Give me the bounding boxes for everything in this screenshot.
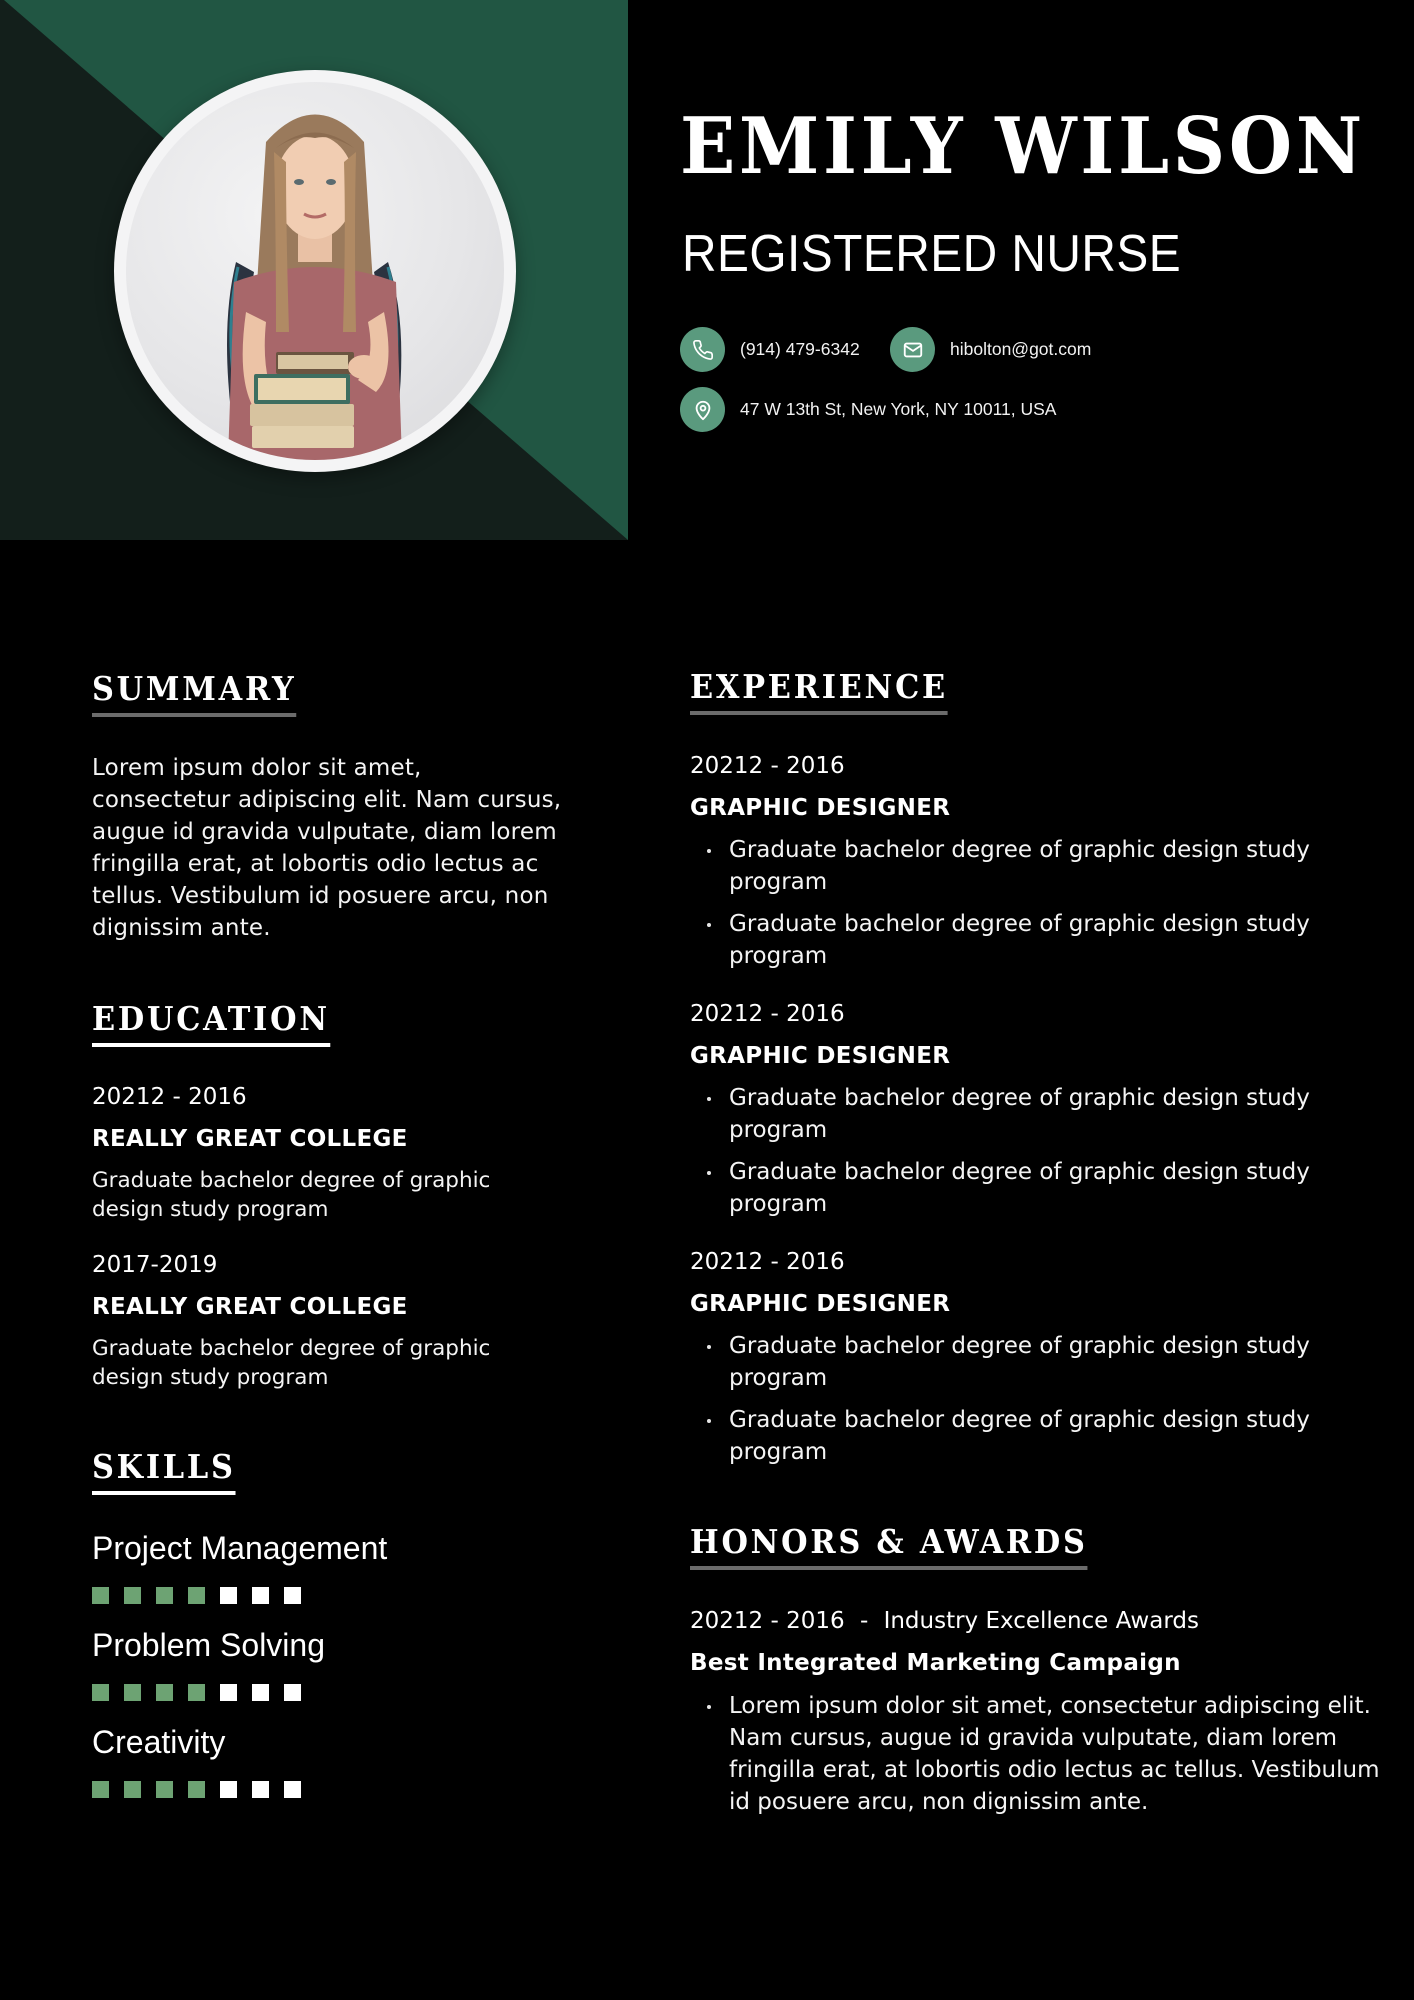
education-description: Graduate bachelor degree of graphic design study program <box>92 1336 491 1390</box>
skill-name: Creativity <box>92 1724 226 1760</box>
skill-level-empty <box>284 1587 301 1604</box>
experience-role: GRAPHIC DESIGNER <box>690 795 951 821</box>
education-school: REALLY GREAT COLLEGE <box>92 1294 408 1320</box>
skill-level-empty <box>220 1781 237 1798</box>
job-title: REGISTERED NURSE <box>682 225 1182 283</box>
experience-bullets <box>690 1082 1330 1230</box>
skill-level-filled <box>156 1684 173 1701</box>
education-description: Graduate bachelor degree of graphic design study program <box>92 1168 491 1222</box>
experience-bullet: Graduate bachelor degree of graphic design study program <box>690 1330 1330 1394</box>
candidate-name: EMILY WILSON <box>680 101 1366 192</box>
education-date: 2017-2019 <box>92 1252 218 1278</box>
skill-level-filled <box>188 1587 205 1604</box>
education-date: 20212 - 2016 <box>92 1084 247 1110</box>
contact-phone <box>680 327 860 372</box>
experience-date: 20212 - 2016 <box>690 753 845 779</box>
summary-heading: SUMMARY <box>92 672 296 717</box>
phone-number[interactable]: (914) 479-6342 <box>740 339 860 359</box>
skill-level-filled <box>156 1781 173 1798</box>
skill-level-filled <box>188 1781 205 1798</box>
contact-address <box>680 387 1056 432</box>
skill-name: Project Management <box>92 1530 388 1566</box>
email-address[interactable]: hibolton@got.com <box>950 339 1092 359</box>
experience-role: GRAPHIC DESIGNER <box>690 1043 951 1069</box>
honor-organization: Industry Excellence Awards <box>883 1608 1199 1634</box>
skill-level-empty <box>220 1684 237 1701</box>
skill-level-filled <box>92 1781 109 1798</box>
location-pin-icon <box>680 387 725 432</box>
skill-level-filled <box>124 1781 141 1798</box>
honor-date-line <box>690 1610 1199 1633</box>
experience-role: GRAPHIC DESIGNER <box>690 1291 951 1317</box>
skill-level-empty <box>252 1781 269 1798</box>
skill-level-empty <box>252 1684 269 1701</box>
contact-email <box>890 327 1091 372</box>
experience-bullet: Graduate bachelor degree of graphic design study program <box>690 1404 1330 1468</box>
skill-level-empty <box>284 1781 301 1798</box>
summary-text: Lorem ipsum dolor sit amet, consectetur adipiscing elit. Nam cursus, augue id gravida vulputate, diam lorem fringilla erat, at lobortis odio lectus ac tellus. Vestibulum id posuere arcu, non dignissim ante. <box>92 755 562 941</box>
phone-icon <box>680 327 725 372</box>
profile-photo <box>126 82 504 460</box>
profile-photo-illustration <box>126 82 504 460</box>
skill-name: Problem Solving <box>92 1627 325 1663</box>
skill-meter <box>92 1684 301 1701</box>
skill-meter <box>92 1781 301 1798</box>
experience-bullet: Graduate bachelor degree of graphic design study program <box>690 1082 1330 1146</box>
skill-level-empty <box>252 1587 269 1604</box>
experience-heading: EXPERIENCE <box>690 670 948 715</box>
skill-level-filled <box>156 1587 173 1604</box>
experience-bullet: Graduate bachelor degree of graphic design study program <box>690 834 1330 898</box>
honor-bullets <box>690 1690 1380 1828</box>
honor-bullet: Lorem ipsum dolor sit amet, consectetur adipiscing elit. Nam cursus, augue id gravida vulputate, diam lorem fringilla erat, at lobortis odio lectus ac tellus. Vestibulum id posuere arcu, non dignissim ante. <box>690 1690 1380 1818</box>
experience-bullet: Graduate bachelor degree of graphic design study program <box>690 908 1330 972</box>
skill-level-filled <box>124 1684 141 1701</box>
experience-date: 20212 - 2016 <box>690 1249 845 1275</box>
education-school: REALLY GREAT COLLEGE <box>92 1126 408 1152</box>
skill-level-filled <box>188 1684 205 1701</box>
experience-bullets <box>690 834 1330 982</box>
mail-icon <box>890 327 935 372</box>
street-address: 47 W 13th St, New York, NY 10011, USA <box>740 399 1057 419</box>
skills-heading: SKILLS <box>92 1450 236 1495</box>
honor-separator: - <box>859 1608 869 1634</box>
experience-date: 20212 - 2016 <box>690 1001 845 1027</box>
honor-award-title: Best Integrated Marketing Campaign <box>690 1650 1181 1676</box>
skill-level-filled <box>124 1587 141 1604</box>
skill-level-filled <box>92 1684 109 1701</box>
skill-level-empty <box>220 1587 237 1604</box>
hero-panel <box>0 0 628 540</box>
skill-meter <box>92 1587 301 1604</box>
education-heading: EDUCATION <box>92 1002 330 1047</box>
experience-bullets <box>690 1330 1330 1478</box>
honor-date: 20212 - 2016 <box>690 1608 845 1634</box>
experience-bullet: Graduate bachelor degree of graphic design study program <box>690 1156 1330 1220</box>
skill-level-filled <box>92 1587 109 1604</box>
profile-photo-frame <box>114 70 516 472</box>
skill-level-empty <box>284 1684 301 1701</box>
honors-heading: HONORS & AWARDS <box>690 1525 1088 1570</box>
